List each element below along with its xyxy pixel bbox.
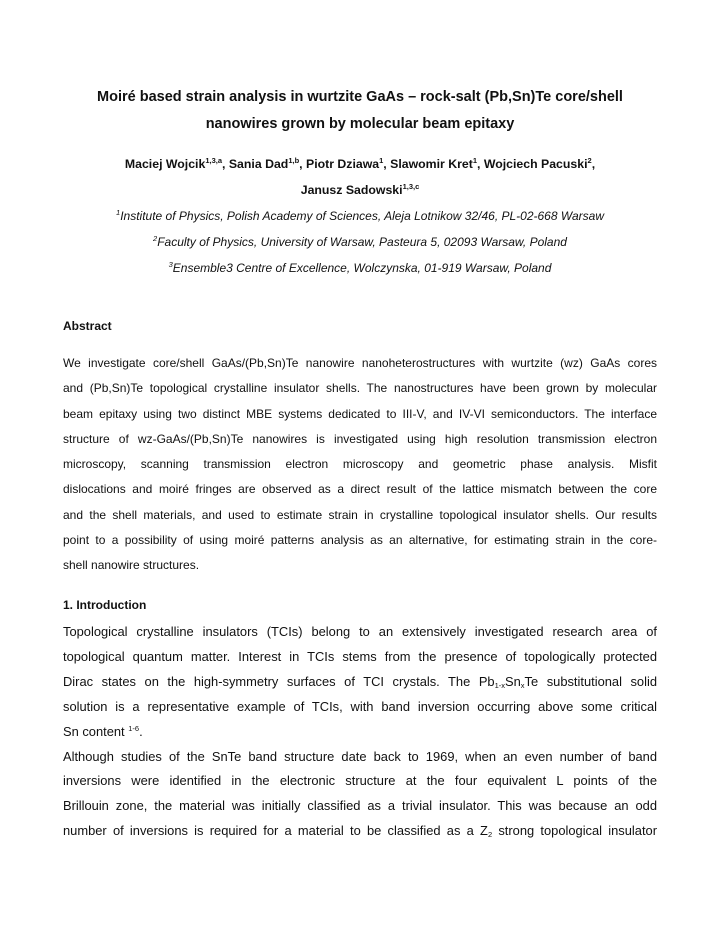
title-line: nanowires grown by molecular beam epitaxy: [205, 116, 515, 132]
author: Maciej Wojcik$^{1,3,a}$,: [124, 156, 229, 171]
author: Slawomir Kret$^1$,: [390, 156, 484, 171]
intro-line: Dirac states on the high-symmetry surfaces of TCI crystals. The $Pb_{1-x}Sn_xTe$ substitutional solid: [63, 673, 657, 690]
abstract-line: point to a possibility of using moiré patterns analysis as an alternative, for estimating strain in the core-: [63, 533, 657, 548]
title-line: Moiré based strain analysis in wurtzite GaAs – rock-salt (Pb,Sn)Te core/shell: [97, 89, 623, 105]
abstract-line: shell nanowire structures.: [63, 558, 200, 573]
citation-ref: 1-6: [128, 723, 140, 733]
abstract-text: [63, 351, 657, 579]
abstract-line: microscopy, scanning transmission electron microscopy and geometric phase analysis. Misfit: [63, 457, 657, 472]
abstract-line: structure of wz-GaAs/(Pb,Sn)Te nanowires is investigated using high resolution transmission electron: [63, 431, 657, 446]
affiliation: $^2$Faculty of Physics, University of Warsaw, Pasteura 5, 02093 Warsaw, Poland: [153, 234, 567, 249]
intro-line: inversions were identified in the electronic structure at the four equivalent L points of the: [63, 773, 657, 789]
introduction-heading: 1. Introduction: [63, 598, 147, 612]
intro-line: Topological crystalline insulators (TCIs) belong to an extensively investigated research area of: [63, 624, 657, 639]
abstract-heading: Abstract: [63, 319, 112, 333]
abstract-line: beam epitaxy using two distinct MBE systems dedicated to III-V, and IV-VI semiconductors. The interface: [63, 406, 657, 421]
intro-line: Brillouin zone, the material was initially classified as a trivial insulator. This was because an odd: [63, 798, 657, 814]
intro-line: number of inversions is required for a material to be classified as a $Z_2$ strong topological insulator: [63, 823, 657, 840]
paper-title: [60, 84, 660, 138]
affiliation: $^1$Institute of Physics, Polish Academy of Sciences, Aleja Lotnikow 32/46, PL-02-668 Warsaw: [116, 208, 604, 223]
intro-line: Sn content $^{1-6}$.: [63, 723, 143, 739]
affiliation-list: [60, 203, 660, 281]
abstract-line: and (Pb,Sn)Te topological crystalline insulator shells. The nanostructures have been grown by molecular: [63, 381, 657, 396]
abstract-line: We investigate core/shell GaAs/(Pb,Sn)Te nanowire nanoheterostructures with wurtzite (wz) GaAs cores: [63, 356, 657, 370]
author-list: [60, 151, 660, 203]
author: Sania Dad$^{1,b}$,: [228, 156, 306, 171]
chemical-formula: $Pb_{1-x}Sn_xTe$: [478, 673, 539, 690]
author: Wojciech Pacuski$^2$,: [483, 156, 596, 171]
author: Janusz Sadowski$^{1,3,c}$: [300, 182, 420, 197]
intro-line: Although studies of the SnTe band structure date back to 1969, when an even number of band: [63, 748, 657, 764]
author: Piotr Dziawa$^1$,: [306, 156, 391, 171]
abstract-line: dislocations and moiré fringes are observed as a direct result of the lattice mismatch between the core: [63, 482, 657, 497]
affiliation: $^3$Ensemble3 Centre of Excellence, Wolczynska, 01-919 Warsaw, Poland: [168, 260, 552, 275]
intro-line: topological quantum matter. Interest in TCIs stems from the presence of topologically protected: [63, 648, 657, 664]
introduction-text: [63, 620, 657, 844]
intro-line: solution is a representative example of TCIs, with band inversion occurring above some critical: [63, 698, 657, 714]
abstract-line: and the shell materials, and used to estimate strain in crystalline topological insulator shells. Our results: [63, 507, 657, 522]
